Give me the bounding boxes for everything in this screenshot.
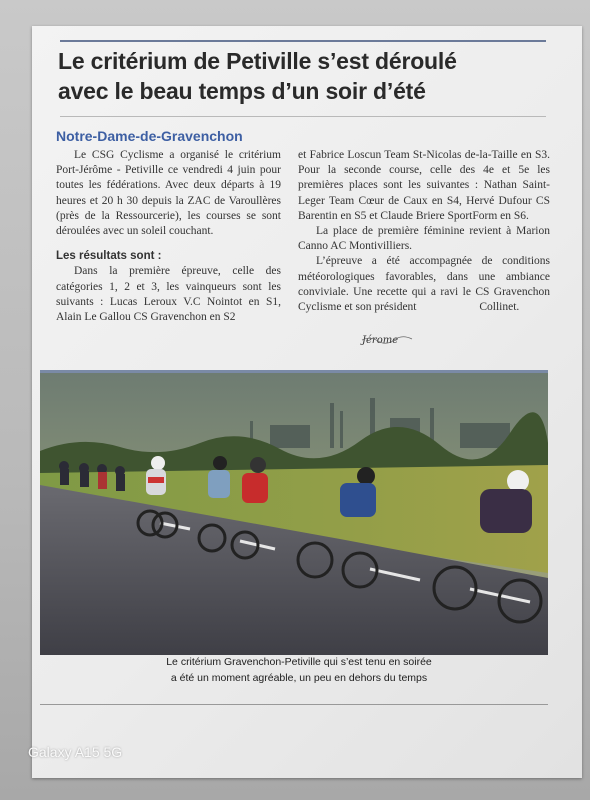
race-photo xyxy=(40,370,548,655)
headline xyxy=(58,46,558,106)
camera-watermark: Galaxy A15 5G xyxy=(28,744,123,760)
intro-paragraph: Le CSG Cyclisme a organisé le critérium Port-Jérôme - Petiville ce vendredi 4 juin pour toutes les fédérations. Avec deux départs à 19 heures et 20 h 30 depuis la ZAC de Varoullères (près de la Ressourcerie), les courses se sont déroulées avec un soleil couchant. xyxy=(56,149,281,238)
bottom-rule xyxy=(40,704,548,705)
female-winner-paragraph: La place de première féminine revient à Marion Canno AC Montivilliers. xyxy=(298,225,550,253)
results-heading: Les résultats sont : xyxy=(56,250,162,263)
results-paragraph-2: et Fabrice Loscun Team St-Nicolas de-la-Taille en S3. Pour la seconde course, celle des 4e et 5e les premières places sont les suivantes : Nathan Saint-Leger Team Cœur de Caux en S4, Hervé Dufour CS Barentin en S5 et Claude Briere SportForm en S6. xyxy=(298,149,550,222)
column-right xyxy=(298,148,550,315)
top-rule xyxy=(60,40,546,42)
handwritten-name-jerome xyxy=(360,332,415,346)
headline-rule xyxy=(60,116,546,117)
headline-line-1: Le critérium de Petiville s’est déroulé xyxy=(58,48,457,74)
president-surname: Collinet. xyxy=(479,301,520,314)
caption-line-1: Le critérium Gravenchon-Petiville qui s’est tenu en soirée xyxy=(166,656,432,668)
column-left xyxy=(56,148,281,325)
headline-line-2: avec le beau temps d’un soir d’été xyxy=(58,78,426,104)
caption-line-2: a été un moment agréable, un peu en dehors du temps xyxy=(170,672,428,684)
closing-paragraph xyxy=(298,254,550,315)
photo-caption xyxy=(140,654,458,686)
handwritten-name-text: Jérome xyxy=(362,335,399,346)
dateline: Notre-Dame-de-Gravenchon xyxy=(56,128,243,144)
results-paragraph-1: Dans la première épreuve, celle des catégories 1, 2 et 3, les vainqueurs sont les suivants : Lucas Leroux V.C Nointot en S1, Alain Le Gallou CS Gravenchon en S2 xyxy=(56,265,281,324)
closing-text: L’épreuve a été accompagnée de conditions météorologiques favorables, dans une ambiance conviviale. Une recette qui a ravi le CS Gravenchon Cyclisme et son président xyxy=(298,255,550,314)
